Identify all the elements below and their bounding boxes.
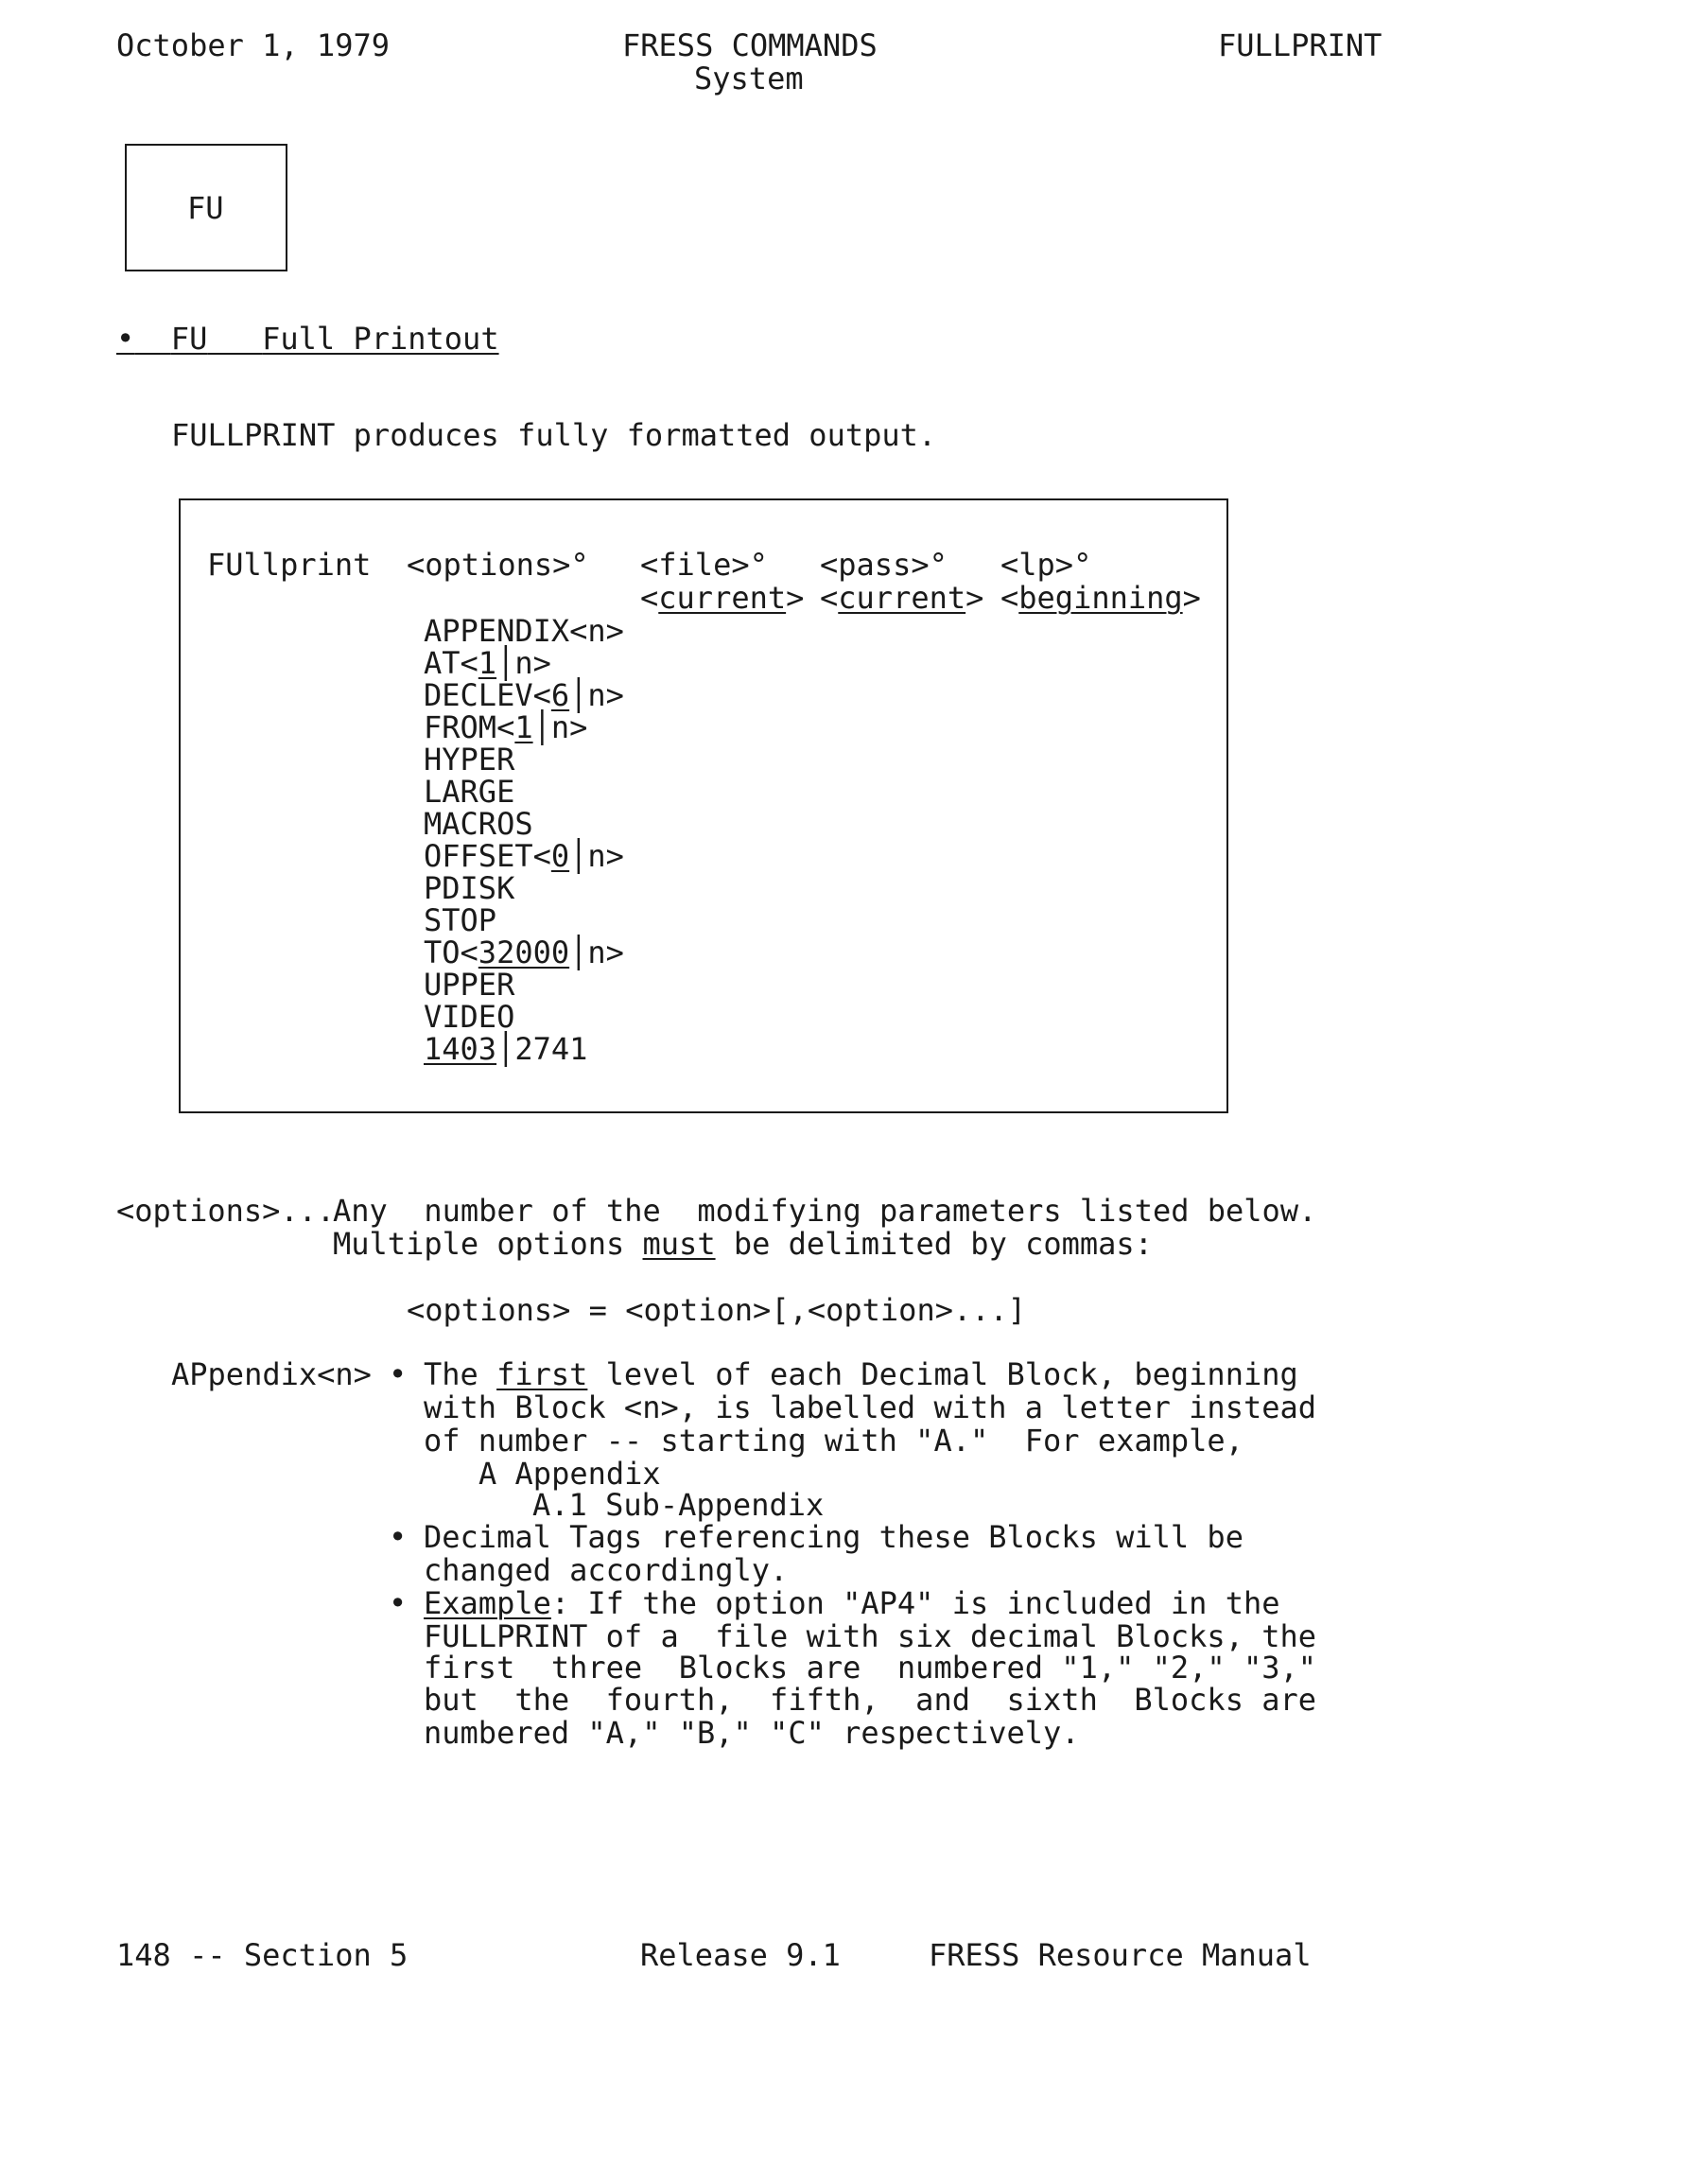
bullet-2: • xyxy=(389,1519,408,1555)
intro-text: FULLPRINT produces fully formatted output. xyxy=(171,417,937,453)
footer-manual: FRESS Resource Manual xyxy=(929,1937,1312,1973)
option-at: AT<1│n> xyxy=(424,645,551,681)
option-to: TO<32000│n> xyxy=(424,935,624,970)
appendix-example-1: A Appendix xyxy=(478,1456,661,1492)
section-heading xyxy=(116,323,499,355)
appendix-b3-line4: but the fourth, fifth, and sixth Blocks are xyxy=(424,1682,1317,1718)
heading-bullet: • xyxy=(116,321,135,357)
appendix-b3-line3: first three Blocks are numbered "1," "2," "3," xyxy=(424,1650,1317,1686)
syntax-command: FUllprint xyxy=(207,547,372,583)
option-upper: UPPER xyxy=(424,967,515,1003)
options-formula: <options> = <option>[,<option>...] xyxy=(407,1292,1027,1328)
appendix-term: APpendix<n> xyxy=(171,1356,372,1392)
heading-name: Full Printout xyxy=(262,321,499,357)
header-command: FULLPRINT xyxy=(1218,27,1383,63)
appendix-example-2: A.1 Sub-Appendix xyxy=(532,1487,825,1523)
abbrev-box-label: FU xyxy=(187,190,224,226)
appendix-b3-line2: FULLPRINT of a file with six decimal Blocks, the xyxy=(424,1618,1317,1654)
option-from: FROM<1│n> xyxy=(424,709,588,745)
syntax-file-label: <file>° xyxy=(640,547,768,583)
header-title: FRESS COMMANDS xyxy=(622,27,878,63)
syntax-options-label: <options>° xyxy=(407,547,589,583)
heading-abbrev: FU xyxy=(170,321,208,357)
default-file: <current> xyxy=(640,580,805,616)
option-video: VIDEO xyxy=(424,999,515,1035)
footer-release: Release 9.1 xyxy=(640,1937,841,1973)
default-lp: <beginning> xyxy=(1000,580,1201,616)
options-term: <options>... xyxy=(116,1193,336,1229)
appendix-b3-line1: Example: If the option "AP4" is included in the xyxy=(424,1585,1280,1621)
header-date: October 1, 1979 xyxy=(116,27,390,63)
appendix-b2-line1: Decimal Tags referencing these Blocks will be xyxy=(424,1519,1244,1555)
bullet-1: • xyxy=(389,1356,408,1392)
option-declev: DECLEV<6│n> xyxy=(424,677,624,713)
appendix-b1-line2: with Block <n>, is labelled with a letter instead xyxy=(424,1389,1317,1425)
option-printer: 1403│2741 xyxy=(424,1031,588,1067)
option-stop: STOP xyxy=(424,902,497,938)
bullet-3: • xyxy=(389,1585,408,1621)
option-large: LARGE xyxy=(424,774,515,810)
option-macros: MACROS xyxy=(424,806,533,842)
appendix-b2-line2: changed accordingly. xyxy=(424,1552,789,1588)
appendix-b3-line5: numbered "A," "B," "C" respectively. xyxy=(424,1715,1080,1751)
option-offset: OFFSET<0│n> xyxy=(424,838,624,874)
option-hyper: HYPER xyxy=(424,742,515,778)
options-desc-line2: Multiple options must be delimited by commas: xyxy=(333,1226,1153,1262)
option-pdisk: PDISK xyxy=(424,870,515,906)
footer-section: 148 -- Section 5 xyxy=(116,1937,409,1973)
syntax-lp-label: <lp>° xyxy=(1000,547,1092,583)
options-desc-line1: Any number of the modifying parameters listed below. xyxy=(333,1193,1317,1229)
appendix-b1-line3: of number -- starting with "A." For example, xyxy=(424,1423,1244,1459)
header-subtitle: System xyxy=(694,61,804,96)
syntax-pass-label: <pass>° xyxy=(820,547,948,583)
appendix-b1-line1: The first level of each Decimal Block, beginning xyxy=(424,1356,1298,1392)
option-appendix: APPENDIX<n> xyxy=(424,613,624,649)
default-pass: <current> xyxy=(820,580,984,616)
